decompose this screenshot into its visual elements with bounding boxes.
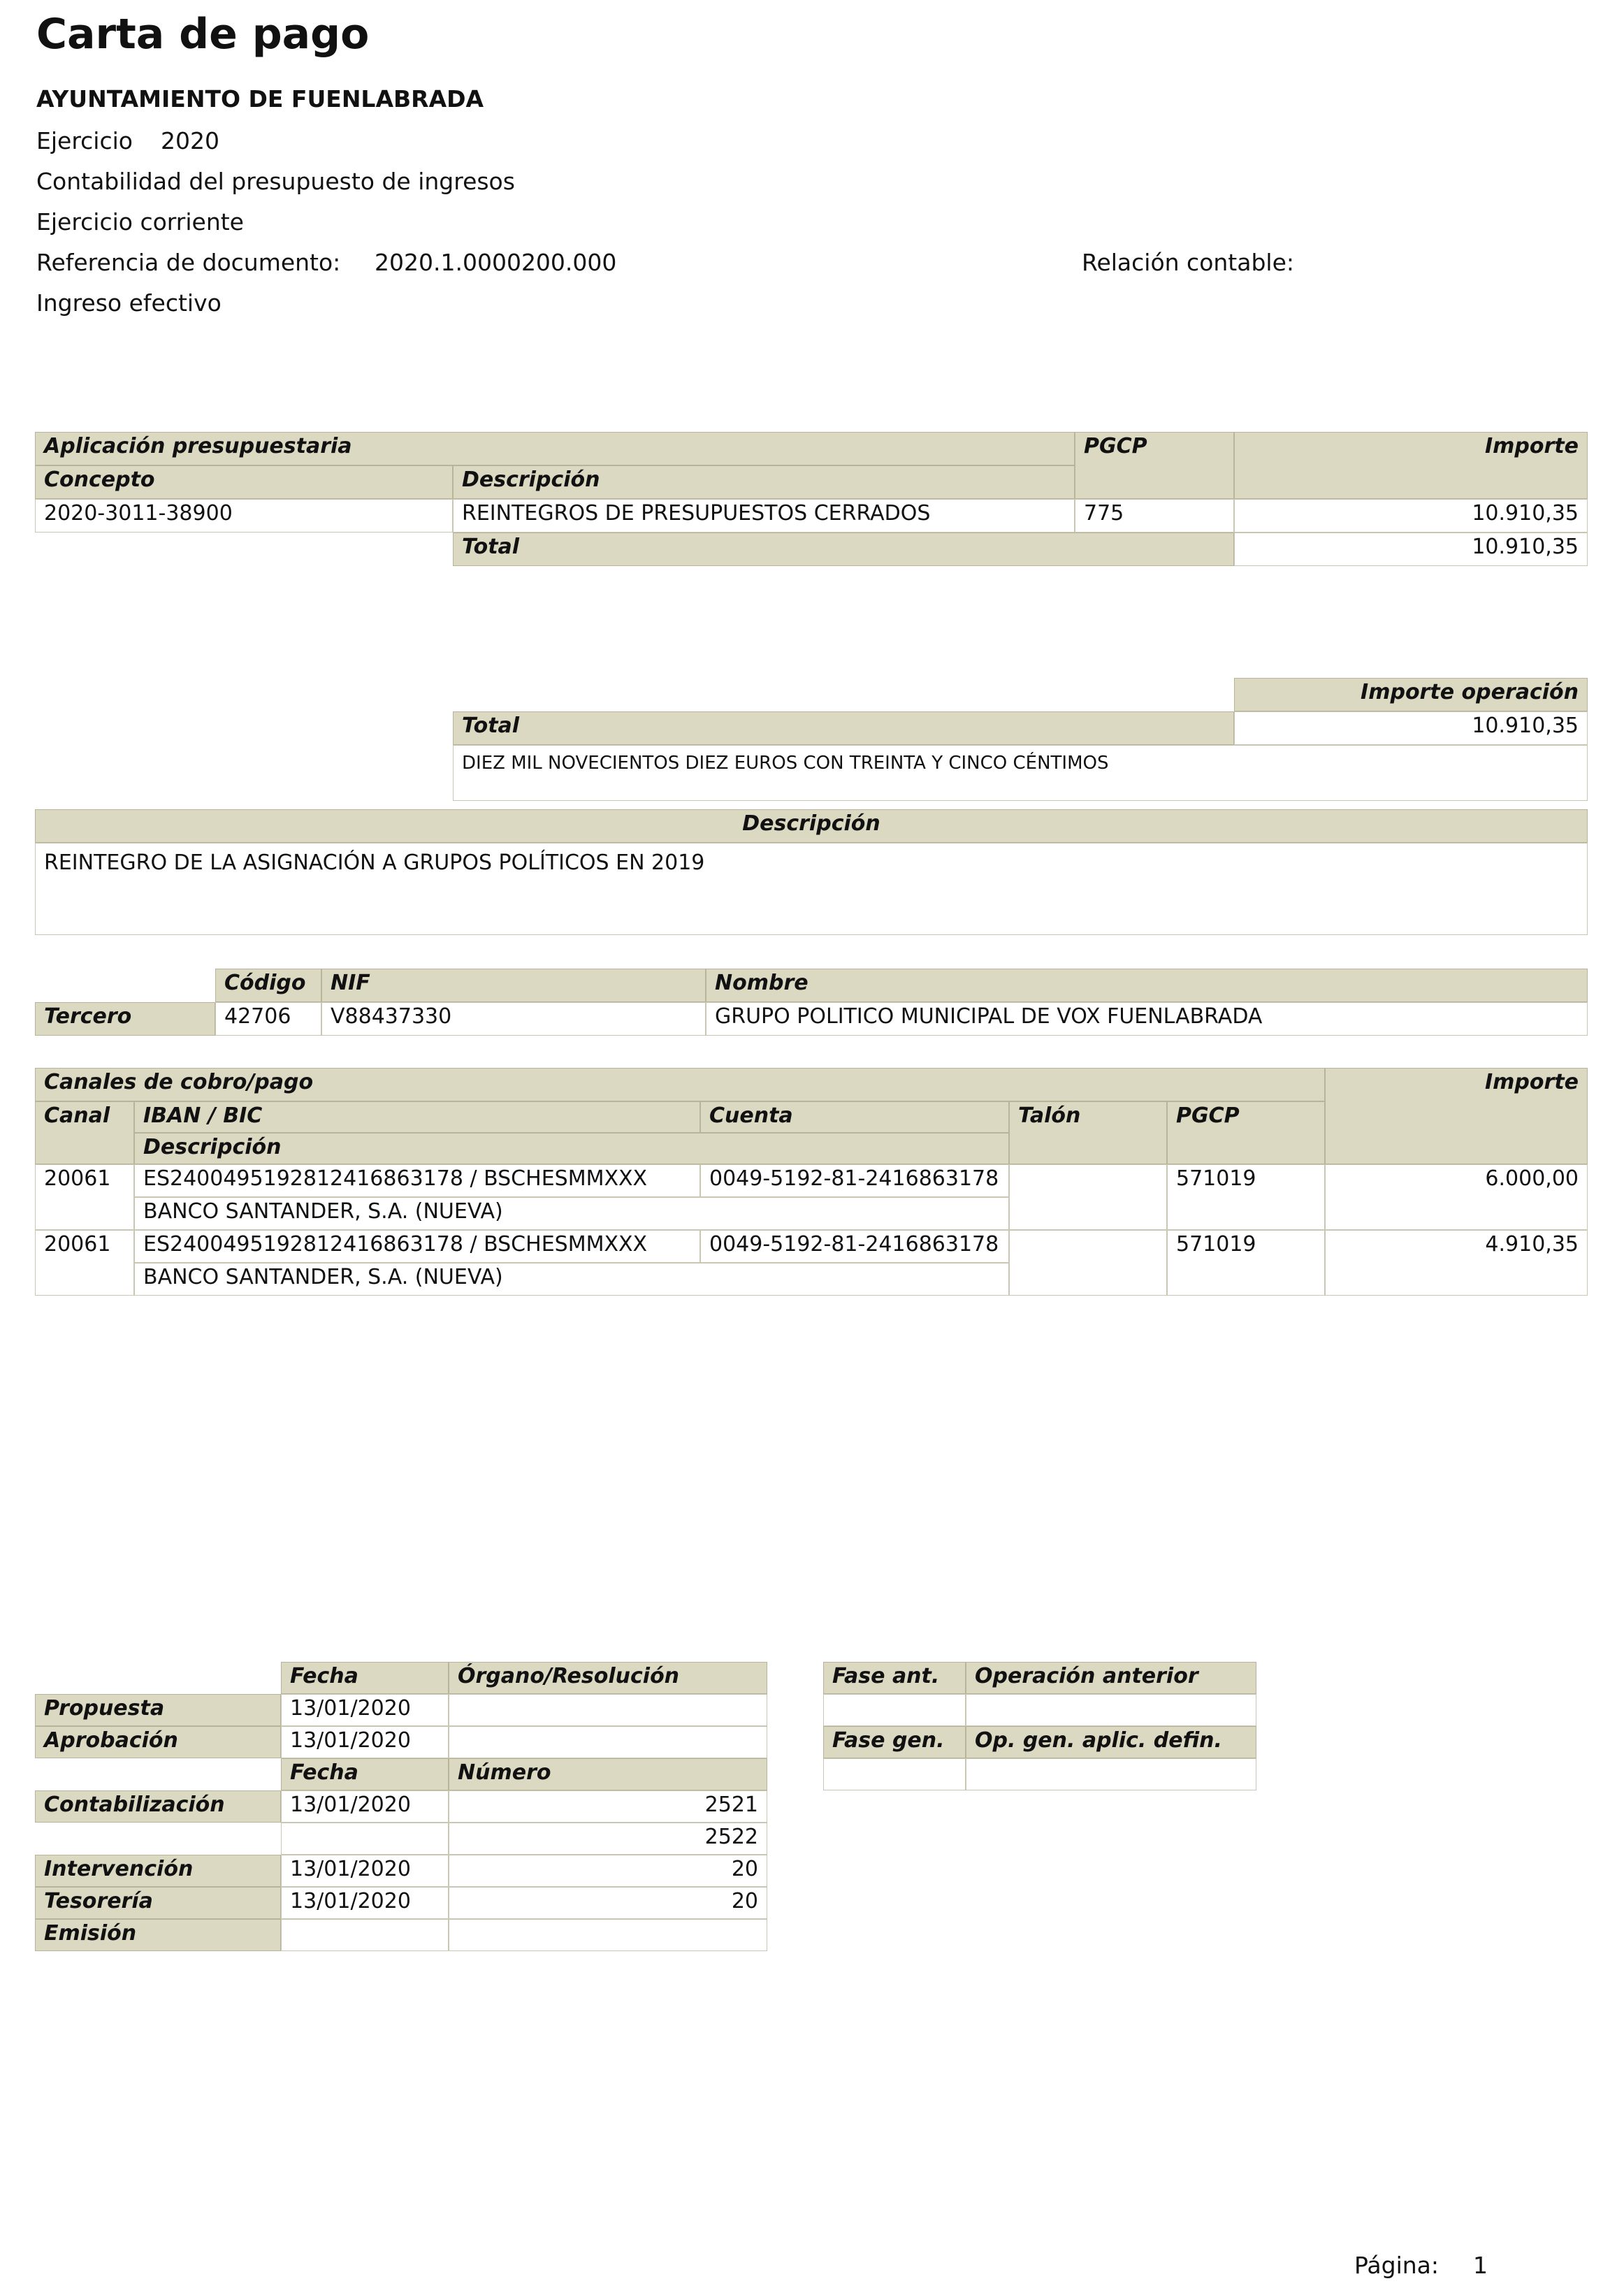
iban-bic-cell: ES2400495192812416863178 / BSCHESMMXXX: [134, 1230, 700, 1263]
cuenta-cell: 0049-5192-81-2416863178: [700, 1164, 1009, 1197]
tercero-nif: V88437330: [321, 1002, 706, 1036]
contabilidad-line: Contabilidad del presupuesto de ingresos: [36, 168, 515, 195]
talon-cell: [1009, 1230, 1167, 1296]
descripcion-cell: REINTEGROS DE PRESUPUESTOS CERRADOS: [453, 499, 1075, 533]
tercero-nombre: GRUPO POLITICO MUNICIPAL DE VOX FUENLABRADA: [706, 1002, 1588, 1036]
intervencion-label: Intervención: [35, 1855, 281, 1887]
referencia-label: Referencia de documento:: [36, 249, 341, 276]
concepto-cell: 2020-3011-38900: [35, 499, 453, 533]
talon-cell: [1009, 1164, 1167, 1230]
contabilizacion-numero: 2521: [449, 1790, 767, 1823]
organo-header: Órgano/Resolución: [449, 1662, 767, 1694]
emision-fecha: [281, 1919, 449, 1951]
fecha-header: Fecha: [281, 1662, 449, 1694]
aplicacion-header: Aplicación presupuestaria: [35, 432, 1075, 465]
canales-header: Canales de cobro/pago: [35, 1068, 1325, 1101]
numero-header: Número: [449, 1758, 767, 1790]
nombre-header: Nombre: [706, 969, 1588, 1002]
propuesta-organo: [449, 1694, 767, 1726]
canal-cell: 20061: [35, 1164, 134, 1230]
aprobacion-organo: [449, 1726, 767, 1758]
importe-operacion-header: Importe operación: [1234, 678, 1588, 711]
pagina-number: 1: [1473, 2252, 1488, 2279]
fase-gen-cell: [823, 1758, 966, 1790]
emision-numero: [449, 1919, 767, 1951]
tesoreria-label: Tesorería: [35, 1887, 281, 1919]
propuesta-label: Propuesta: [35, 1694, 281, 1726]
banco-descripcion-cell: BANCO SANTANDER, S.A. (NUEVA): [134, 1263, 1009, 1296]
aplicacion-total-label: Total: [453, 533, 1234, 566]
ejercicio-corriente-line: Ejercicio corriente: [36, 208, 244, 236]
tercero-codigo: 42706: [215, 1002, 321, 1036]
tesoreria-numero: 20: [449, 1887, 767, 1919]
referencia-value: 2020.1.0000200.000: [375, 249, 617, 276]
fecha-header-2: Fecha: [281, 1758, 449, 1790]
nif-header: NIF: [321, 969, 706, 1002]
importe-cell: 10.910,35: [1234, 499, 1588, 533]
op-gen-cell: [966, 1758, 1256, 1790]
fase-gen-header: Fase gen.: [823, 1726, 966, 1758]
importe-cell: 4.910,35: [1325, 1230, 1588, 1296]
descripcion-header: Descripción: [453, 465, 1075, 499]
contabilizacion-fecha: 13/01/2020: [281, 1790, 449, 1823]
canal-header: Canal: [35, 1101, 134, 1164]
relacion-contable-label: Relación contable:: [1082, 249, 1294, 276]
ingreso-efectivo-line: Ingreso efectivo: [36, 289, 222, 317]
contabilizacion-numero-2: 2522: [449, 1823, 767, 1855]
pgcp-cell: 571019: [1167, 1164, 1325, 1230]
concepto-header: Concepto: [35, 465, 453, 499]
ejercicio-value: 2020: [161, 127, 219, 154]
contabilizacion-fecha-2: [281, 1823, 449, 1855]
descripcion-section-header: Descripción: [35, 809, 1588, 843]
talon-header: Talón: [1009, 1101, 1167, 1164]
canales-pgcp-header: PGCP: [1167, 1101, 1325, 1164]
ejercicio-label: Ejercicio: [36, 127, 133, 154]
pgcp-cell: 775: [1075, 499, 1234, 533]
aplicacion-total-value: 10.910,35: [1234, 533, 1588, 566]
tercero-label: Tercero: [35, 1002, 215, 1036]
contabilizacion-label: Contabilización: [35, 1790, 281, 1823]
operacion-anterior-header: Operación anterior: [966, 1662, 1256, 1694]
emision-label: Emisión: [35, 1919, 281, 1951]
op-gen-header: Op. gen. aplic. defin.: [966, 1726, 1256, 1758]
descripcion-text: REINTEGRO DE LA ASIGNACIÓN A GRUPOS POLÍTICOS EN 2019: [35, 843, 1588, 935]
codigo-header: Código: [215, 969, 321, 1002]
propuesta-fecha: 13/01/2020: [281, 1694, 449, 1726]
iban-bic-cell: ES2400495192812416863178 / BSCHESMMXXX: [134, 1164, 700, 1197]
operacion-anterior-cell: [966, 1694, 1256, 1726]
operacion-total-label: Total: [453, 711, 1234, 745]
importe-header: Importe: [1234, 432, 1588, 499]
canal-cell: 20061: [35, 1230, 134, 1296]
operacion-total-value: 10.910,35: [1234, 711, 1588, 745]
canales-descripcion-header: Descripción: [134, 1133, 1009, 1164]
pgcp-header: PGCP: [1075, 432, 1234, 499]
fase-ant-cell: [823, 1694, 966, 1726]
iban-bic-header: IBAN / BIC: [134, 1101, 700, 1133]
importe-cell: 6.000,00: [1325, 1164, 1588, 1230]
tesoreria-fecha: 13/01/2020: [281, 1887, 449, 1919]
banco-descripcion-cell: BANCO SANTANDER, S.A. (NUEVA): [134, 1197, 1009, 1230]
fase-ant-header: Fase ant.: [823, 1662, 966, 1694]
intervencion-numero: 20: [449, 1855, 767, 1887]
canales-importe-header: Importe: [1325, 1068, 1588, 1164]
page-title: Carta de pago: [36, 10, 370, 59]
aprobacion-fecha: 13/01/2020: [281, 1726, 449, 1758]
importe-en-letras: DIEZ MIL NOVECIENTOS DIEZ EUROS CON TREINTA Y CINCO CÉNTIMOS: [453, 745, 1588, 801]
pgcp-cell: 571019: [1167, 1230, 1325, 1296]
pagina-label: Página:: [1354, 2252, 1440, 2279]
cuenta-cell: 0049-5192-81-2416863178: [700, 1230, 1009, 1263]
organization-name: AYUNTAMIENTO DE FUENLABRADA: [36, 85, 484, 113]
cuenta-header: Cuenta: [700, 1101, 1009, 1133]
intervencion-fecha: 13/01/2020: [281, 1855, 449, 1887]
aprobacion-label: Aprobación: [35, 1726, 281, 1758]
